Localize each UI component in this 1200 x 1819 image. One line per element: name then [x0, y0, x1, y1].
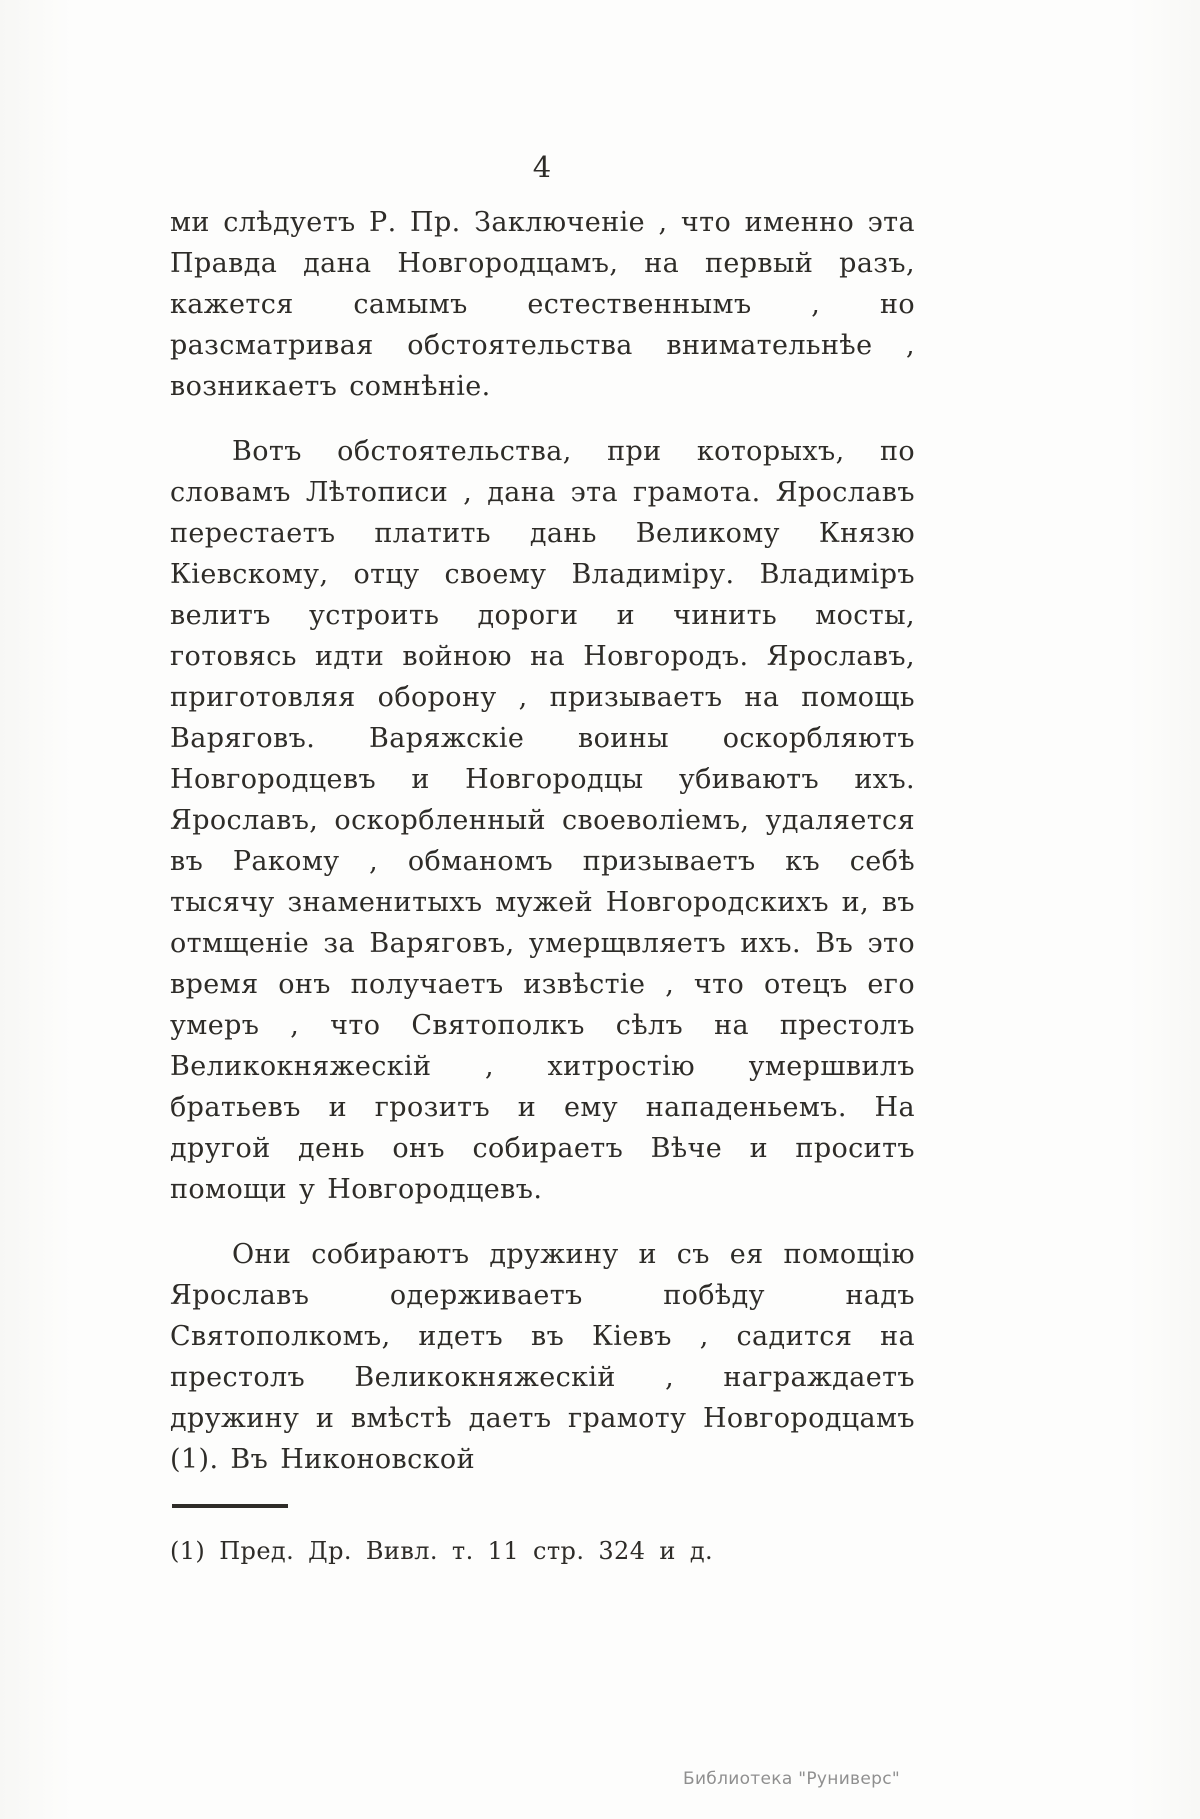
page-number: 4	[532, 150, 553, 184]
library-watermark: Библиотека "Руниверс"	[683, 1769, 900, 1789]
footnote-separator-rule	[172, 1504, 288, 1508]
paragraph-druzhina: Они собираютъ дружину и съ ея помощію Ярославъ одерживаетъ побѣду надъ Святополкомъ, идетъ въ Кіевъ , садится на престолъ Великокняжескій , награждаетъ дружину и вмѣстѣ даетъ грамоту Новгородцамъ (1). Въ Никоновской	[170, 1239, 915, 1475]
footnote-citation: (1) Пред. Др. Вивл. т. 11 стр. 324 и д.	[170, 1537, 714, 1565]
paragraph-circumstances: Вотъ обстоятельства, при которыхъ, по словамъ Лѣтописи , дана эта грамота. Ярославъ перестаетъ платить дань Великому Князю Кіевскому, отцу своему Владиміру. Владиміръ велитъ устроить дороги и чинить мосты, готовясь идти войною на Новгородъ. Ярославъ, приготовляя оборону , призываетъ на помощь Варяговъ. Варяжскіе воины оскорбляютъ Новгородцевъ и Новгородцы убиваютъ ихъ. Ярославъ, оскорбленный своеволіемъ, удаляется въ Ракому , обманомъ призываетъ къ себѣ тысячу знаменитыхъ мужей Новгородскихъ и, въ отмщеніе за Варяговъ, умерщвляетъ ихъ. Въ это время онъ получаетъ извѣстіе , что отецъ его умеръ , что Святополкъ сѣлъ на престолъ Великокняжескій , хитростію умершвилъ братьевъ и грозитъ и ему нападеньемъ. На другой день онъ собираетъ Вѣче и проситъ помощи у Новгородцевъ.	[170, 436, 915, 1205]
paragraph-continuation: ми слѣдуетъ Р. Пр. Заключеніе , что именно эта Правда дана Новгородцамъ, на первый разъ, кажется самымъ естественнымъ , но разсматривая обстоятельства внимательнѣе , возникаетъ сомнѣніе.	[170, 207, 915, 402]
main-text-block	[170, 202, 915, 1480]
